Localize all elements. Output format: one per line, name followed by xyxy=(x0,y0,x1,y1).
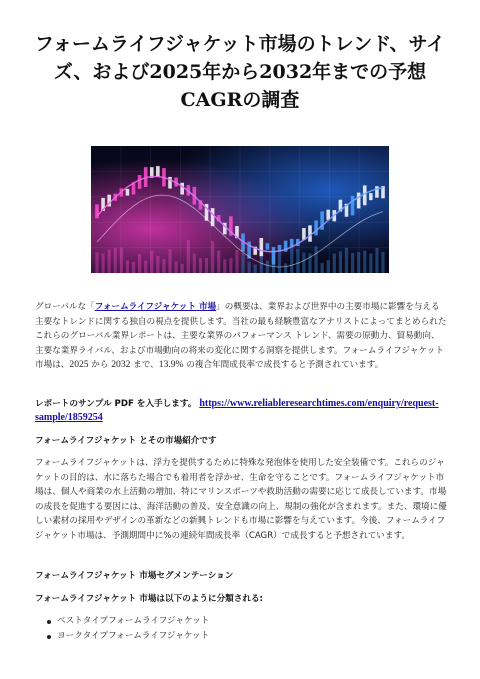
hero-volume-bar xyxy=(211,241,214,273)
hero-volume-bar xyxy=(101,253,104,273)
hero-volume-bar xyxy=(150,251,153,273)
hero-candle xyxy=(272,247,276,265)
hero-volume-bar xyxy=(126,260,129,273)
intro-text-mid1: から xyxy=(88,360,112,371)
hero-image xyxy=(91,146,389,273)
hero-volume-bar xyxy=(375,248,378,273)
hero-volume-bar xyxy=(381,252,384,273)
hero-volume-bar xyxy=(181,264,184,273)
hero-candle xyxy=(302,228,306,240)
intro-text-end: の複合年間成長率で成長すると予測されています。 xyxy=(183,360,384,371)
hero-volume-bar xyxy=(290,244,293,273)
hero-volume-bar xyxy=(217,251,220,273)
hero-volume-bar xyxy=(193,254,196,273)
hero-candle xyxy=(369,193,373,200)
hero-volume-bar xyxy=(138,254,141,273)
hero-volume-bar xyxy=(205,258,208,273)
intro-paragraph xyxy=(35,300,447,373)
sample-url-link[interactable]: https://www.reliableresearchtimes.com/enquiry/request-sample/1859254 xyxy=(35,398,439,423)
stock-chart-illustration xyxy=(91,146,389,273)
hero-volume-bar xyxy=(339,251,342,273)
hero-candle xyxy=(266,243,270,250)
hero-volume-bar xyxy=(120,248,123,273)
hero-candle xyxy=(138,175,142,189)
list-item: ヨークタイプフォームライフジャケット xyxy=(35,629,447,644)
hero-volume-bar xyxy=(284,263,287,273)
hero-volume-bar xyxy=(156,256,159,273)
year-end: 2032 xyxy=(111,359,131,371)
hero-volume-bar xyxy=(132,262,135,273)
hero-volume-bar xyxy=(199,258,202,273)
hero-volume-bar xyxy=(278,252,281,273)
hero-volume-bar xyxy=(321,263,324,273)
list-item: ベストタイプフォームライフジャケット xyxy=(35,614,447,629)
hero-candle xyxy=(351,196,355,216)
hero-candle xyxy=(180,183,184,195)
hero-volume-bar xyxy=(95,252,98,273)
hero-candle xyxy=(259,238,263,256)
hero-volume-bar xyxy=(108,250,111,273)
hero-volume-bar xyxy=(302,253,305,273)
hero-candle xyxy=(95,204,99,218)
section1-heading: フォームライフジャケット とその市場紹介です xyxy=(35,436,217,446)
hero-volume-bar xyxy=(187,240,190,273)
section2-heading: フォームライフジャケット 市場セグメンテーション xyxy=(35,571,234,581)
hero-candle xyxy=(357,193,361,209)
intro-text-mid2: まで、 xyxy=(130,360,159,371)
hero-volume-bar xyxy=(248,262,251,273)
hero-candle xyxy=(156,166,160,177)
hero-volume-bar xyxy=(254,264,257,273)
hero-volume-bar xyxy=(266,261,269,273)
hero-volume-bar xyxy=(314,246,317,273)
sample-label: レポートのサンプル PDF を入手します。 xyxy=(35,399,197,409)
year-start: 2025 xyxy=(69,359,89,371)
hero-volume-bar xyxy=(229,258,232,273)
intro-text-start: グローバルな「 xyxy=(35,302,95,312)
hero-volume-bar xyxy=(327,260,330,273)
section1-paragraph: フォームライフジャケットは、浮力を提供するために特殊な発泡体を使用した安全装備です。これらのジャケットの目的は、水に落ちた場合でも着用者を浮かせ、生命を守ることです。フォームライフジャケット市場は、個人や商業の水上活動の増加、特にマリンスポーツや救助活動の需要に応じて成長しています。市場の成長を促進する要因には、海洋活動の普及、安全意識の向上、規制の強化が含まれます。また、環境に優しい素材の採用やデザインの革新などの新興トレンドも市場に影響を与えています。今後、フォームライフジャケット市場は、予測期間中に%の連続年間成長率（CAGR）で成長すると予想されています。 xyxy=(35,458,447,541)
hero-candle xyxy=(326,210,330,220)
section2-subheading: フォームライフジャケット 市場は以下のように分類される: xyxy=(35,594,263,604)
hero-volume-bar xyxy=(357,252,360,273)
hero-volume-bar xyxy=(235,250,238,273)
page-title: フォームライフジャケット市場のトレンド、サイズ、および2025年から2032年までの予想CAGRの調査 xyxy=(34,33,446,111)
hero-volume-bar xyxy=(168,249,171,273)
hero-volume-bar xyxy=(296,249,299,273)
market-link[interactable]: フォームライフジャケット 市場 xyxy=(94,302,217,312)
intro-text-body: 」の概要は、業界および世界中の主要市場に影響を与える主要なトレンドに関する独自の視点を提供します。当社の最も経験豊富なアナリストによってまとめられたこれらのグローバル業界レポートは、主要な業界のパフォーマンス トレンド、需要の原動力、貿易動向、主要な業界ライバル、および市場動向の将来の変化に関する洞察を提供します。フォームライフジャケット 市場は、 xyxy=(35,302,447,371)
hero-candle xyxy=(308,225,312,241)
hero-volume-bar xyxy=(363,251,366,273)
hero-volume-bar xyxy=(369,254,372,273)
hero-candle xyxy=(363,185,367,205)
hero-candle xyxy=(126,189,130,196)
sample-request xyxy=(35,397,447,425)
hero-volume-bar xyxy=(162,259,165,273)
hero-volume-bar xyxy=(351,253,354,273)
segment-list xyxy=(35,614,447,644)
hero-candle xyxy=(314,220,318,235)
hero-volume-bar xyxy=(223,259,226,273)
hero-volume-bar xyxy=(345,248,348,273)
cagr-value: 13.9% xyxy=(158,359,184,371)
hero-volume-bar xyxy=(175,261,178,273)
hero-volume-bar xyxy=(114,248,117,273)
hero-volume-bar xyxy=(241,253,244,273)
hero-volume-bar xyxy=(333,254,336,273)
hero-volume-bar xyxy=(144,261,147,273)
